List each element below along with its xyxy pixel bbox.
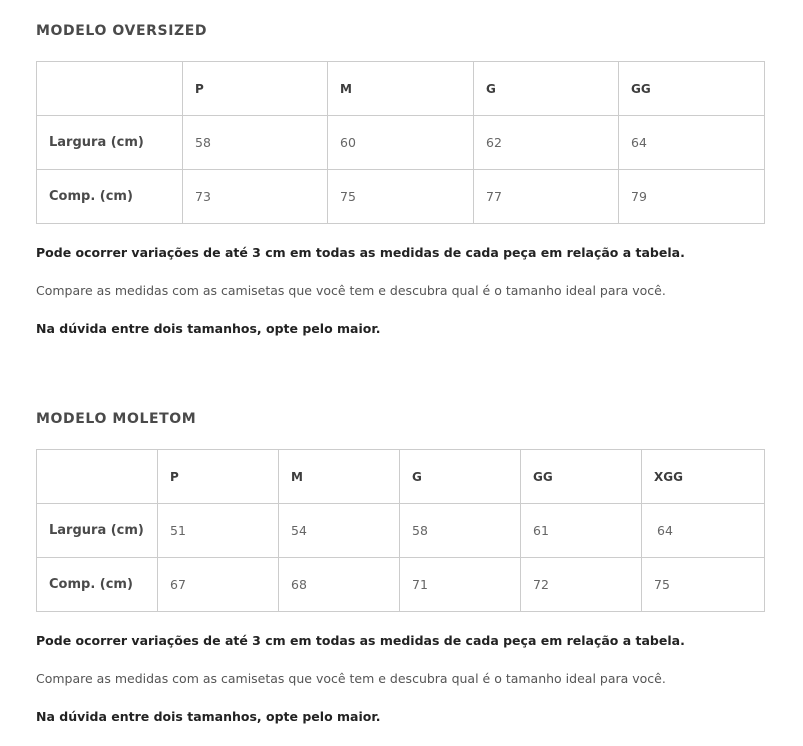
size-table-oversized [36,61,765,224]
moletom-section [36,408,764,726]
oversized-section [36,20,764,338]
table-cell: 67 [158,558,279,612]
variation-note: Pode ocorrer variações de até 3 cm em todas as medidas de cada peça em relação a tabela. [36,245,685,260]
table-row [37,558,765,612]
doubt-note: Na dúvida entre dois tamanhos, opte pelo maior. [36,321,381,336]
table-cell: 62 [474,116,619,170]
header-cell: P [158,450,279,504]
row-label: Comp. (cm) [37,558,158,612]
header-cell: GG [619,62,765,116]
table-cell: 64 [642,504,765,558]
table-cell: 60 [328,116,474,170]
table-cell: 71 [400,558,521,612]
header-cell: P [183,62,328,116]
table-cell: 77 [474,170,619,224]
table-cell: 61 [521,504,642,558]
header-cell: M [279,450,400,504]
table-cell: 58 [183,116,328,170]
header-cell: M [328,62,474,116]
row-label: Comp. (cm) [37,170,183,224]
row-label: Largura (cm) [37,504,158,558]
section-title: MODELO OVERSIZED [36,23,208,39]
table-cell: 75 [328,170,474,224]
header-cell: XGG [642,450,765,504]
table-header-row [37,62,765,116]
table-row [37,504,765,558]
row-label: Largura (cm) [37,116,183,170]
table-cell: 64 [619,116,765,170]
compare-note: Compare as medidas com as camisetas que você tem e descubra qual é o tamanho ideal para você. [36,283,666,298]
header-cell: G [400,450,521,504]
table-cell: 51 [158,504,279,558]
table-row [37,170,765,224]
header-cell [37,62,183,116]
table-row [37,116,765,170]
header-cell [37,450,158,504]
doubt-note: Na dúvida entre dois tamanhos, opte pelo maior. [36,709,381,724]
header-cell: GG [521,450,642,504]
table-cell: 54 [279,504,400,558]
table-cell: 72 [521,558,642,612]
table-cell: 73 [183,170,328,224]
table-cell: 58 [400,504,521,558]
table-header-row [37,450,765,504]
section-title: MODELO MOLETOM [36,411,197,427]
size-table-moletom [36,449,765,612]
compare-note: Compare as medidas com as camisetas que você tem e descubra qual é o tamanho ideal para você. [36,671,666,686]
header-cell: G [474,62,619,116]
table-cell: 79 [619,170,765,224]
table-cell: 75 [642,558,765,612]
table-cell: 68 [279,558,400,612]
variation-note: Pode ocorrer variações de até 3 cm em todas as medidas de cada peça em relação a tabela. [36,633,685,648]
